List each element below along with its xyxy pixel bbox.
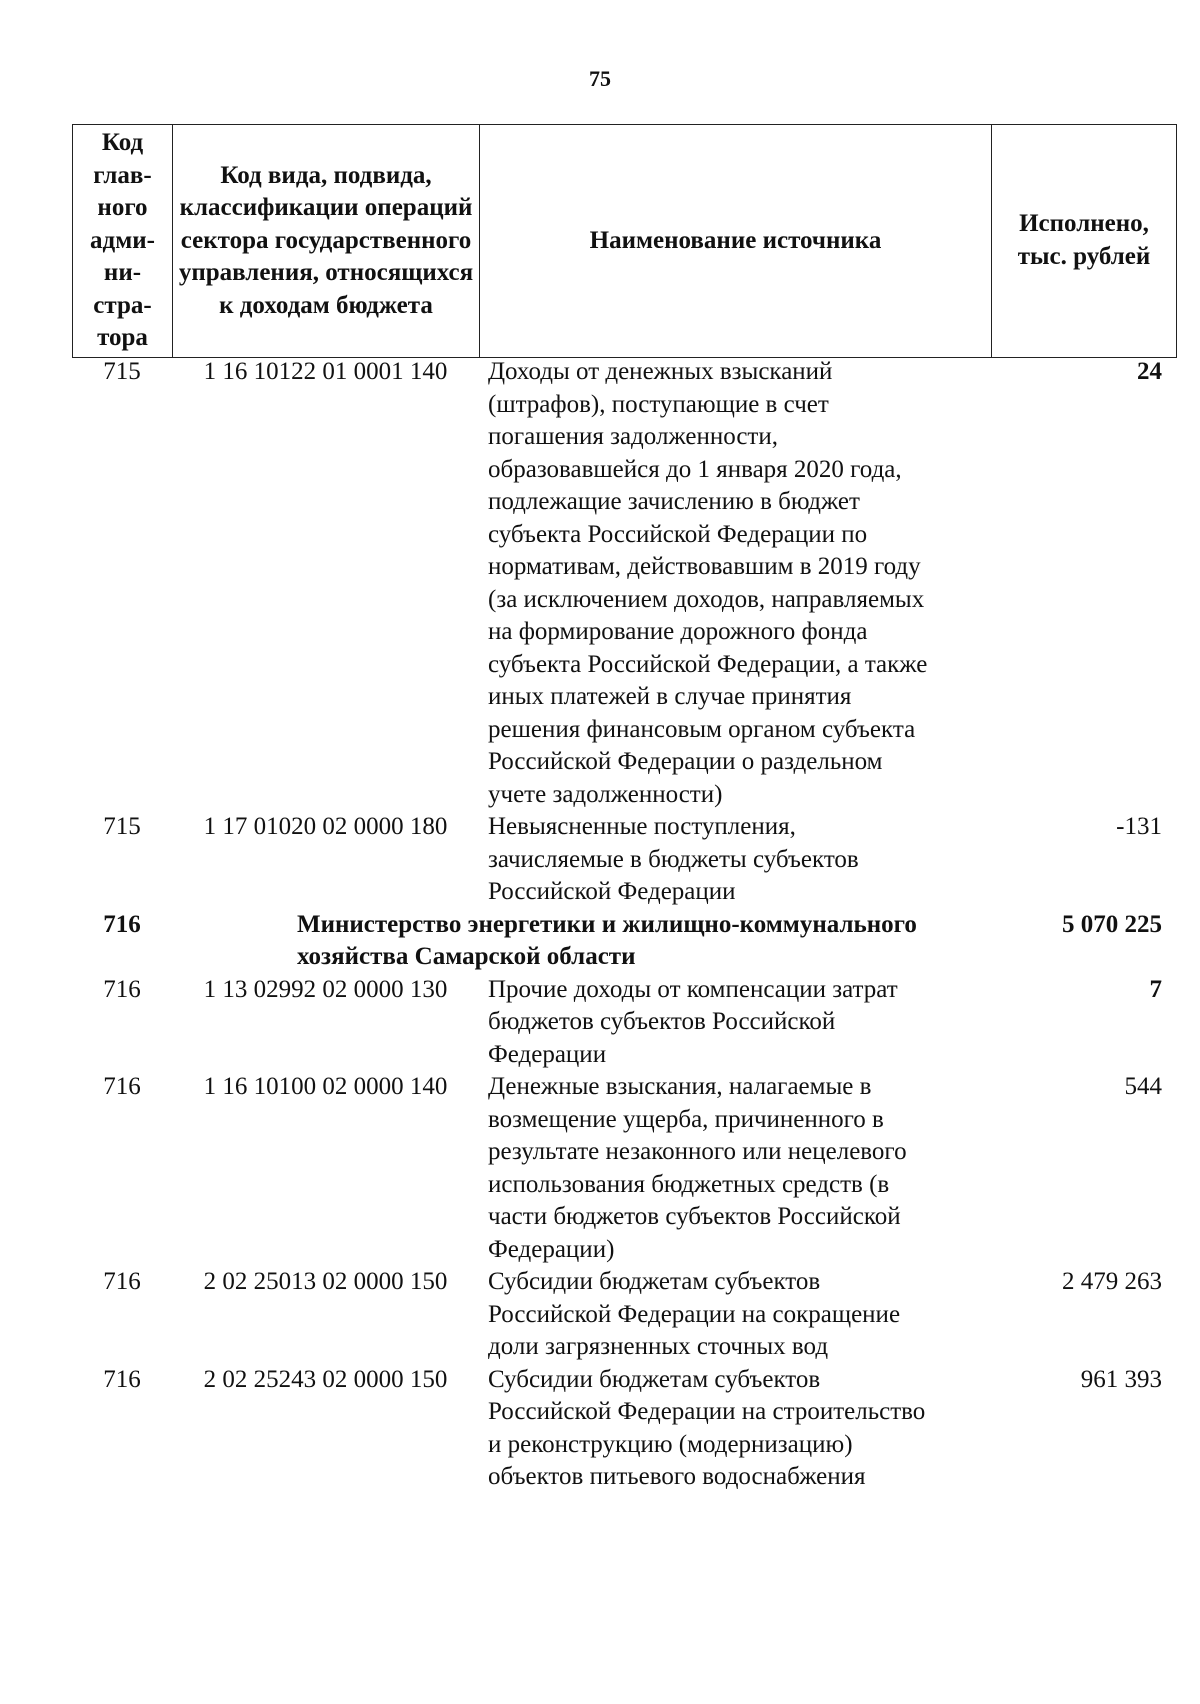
ministry-admin-code: 716 xyxy=(103,910,141,938)
header-executed-amount: Исполнено, тыс. рублей xyxy=(992,125,1177,358)
table-body xyxy=(72,356,1176,1494)
source-name: Прочие доходы от компенсации затрат бюджетов субъектов Российской Федерации xyxy=(488,975,898,1068)
admin-code: 716 xyxy=(103,975,141,1003)
ministry-amount: 5 070 225 xyxy=(1062,910,1162,938)
executed-amount: 2 479 263 xyxy=(1062,1268,1162,1295)
header-admin-code: Код глав-ного адми-ни-стра-тора xyxy=(73,125,173,358)
table-row xyxy=(72,1266,1176,1364)
executed-amount: 961 393 xyxy=(1080,1365,1162,1393)
admin-code: 715 xyxy=(103,358,141,385)
table-row xyxy=(72,1364,1176,1494)
header-classification-code: Код вида, подвида, классификации операций сектора государственного управления, относящихся к доходам бюджета xyxy=(173,125,480,358)
executed-amount: 544 xyxy=(1124,1073,1162,1100)
classification-code: 1 13 02992 02 0000 130 xyxy=(203,975,448,1003)
admin-code: 716 xyxy=(103,1073,141,1100)
classification-code: 1 17 01020 02 0000 180 xyxy=(203,813,448,840)
source-name: Доходы от денежных взысканий (штрафов), поступающие в счет погашения задолженности, образовавшейся до 1 января 2020 года, подлежащие зачислению в бюджет субъекта Российской Федерации по нормативам, действовавшим в 2019 году (за исключением доходов, направляемых на формирование дорожного фонда субъекта Российской Федерации, а также иных платежей в случае принятия решения финансовым органом субъекта Российской Федерации о раздельном учете задолженности) xyxy=(488,358,928,808)
executed-amount: -131 xyxy=(1116,813,1162,840)
table-row xyxy=(72,356,1176,811)
classification-code: 2 02 25013 02 0000 150 xyxy=(203,1268,448,1295)
table-row xyxy=(72,811,1176,909)
admin-code: 715 xyxy=(103,813,141,840)
source-name: Субсидии бюджетам субъектов Российской Федерации на строительство и реконструкцию (модернизацию) объектов питьевого водоснабжения xyxy=(488,1365,926,1490)
executed-amount: 24 xyxy=(1137,358,1162,385)
ministry-name: Министерство энергетики и жилищно-коммунального хозяйства Самарской области xyxy=(297,910,917,970)
classification-code: 1 16 10122 01 0001 140 xyxy=(203,358,448,385)
ministry-row xyxy=(72,909,1176,974)
source-name: Субсидии бюджетам субъектов Российской Федерации на сокращение доли загрязненных сточных вод xyxy=(488,1268,901,1360)
header-source-name: Наименование источника xyxy=(480,125,992,358)
executed-amount: 7 xyxy=(1149,975,1162,1003)
table-header xyxy=(72,124,1177,358)
table-row xyxy=(72,974,1176,1072)
source-name: Невыясненные поступления, зачисляемые в бюджеты субъектов Российской Федерации xyxy=(488,813,859,905)
page-number: 75 xyxy=(589,66,611,91)
table-row xyxy=(72,1071,1176,1266)
source-name: Денежные взыскания, налагаемые в возмещение ущерба, причиненного в результате незаконного или нецелевого использования бюджетных средств (в части бюджетов субъектов Российской Федерации) xyxy=(488,1073,907,1263)
classification-code: 1 16 10100 02 0000 140 xyxy=(203,1073,448,1100)
classification-code: 2 02 25243 02 0000 150 xyxy=(203,1365,448,1393)
admin-code: 716 xyxy=(103,1365,141,1393)
admin-code: 716 xyxy=(103,1268,141,1295)
